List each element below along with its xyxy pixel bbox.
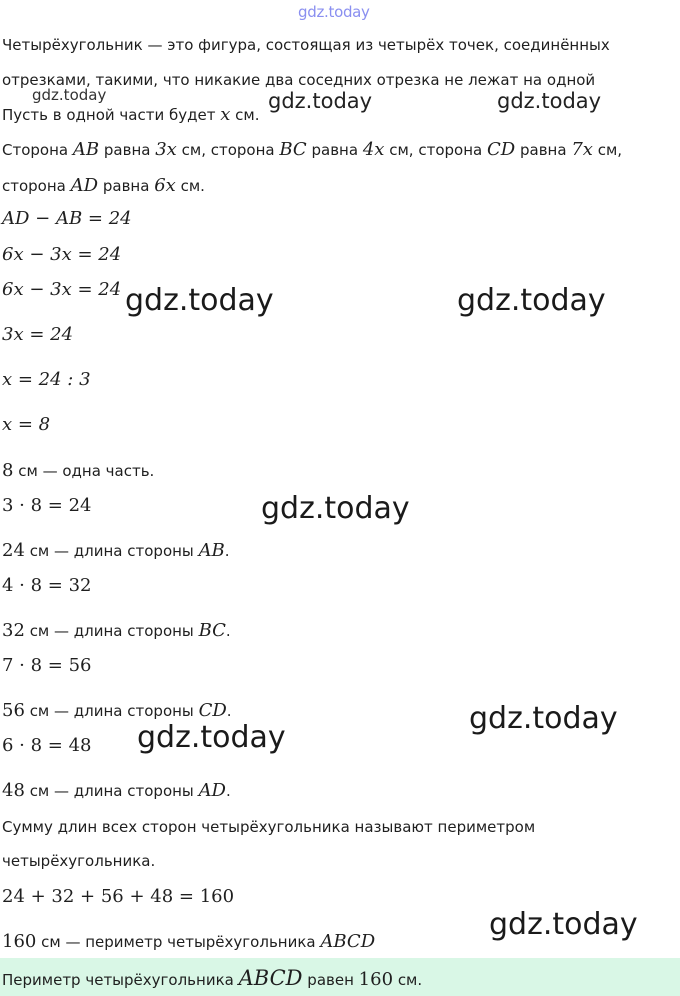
text: см — одна часть.	[18, 462, 155, 480]
text: Сторона	[2, 141, 69, 159]
text: см — длина стороны	[29, 782, 194, 800]
watermark: gdz.today	[125, 283, 274, 318]
side-ab: AB	[72, 139, 100, 160]
side-cd: CD	[486, 139, 516, 160]
number: 24	[2, 540, 25, 561]
text: равна	[103, 141, 151, 159]
text: сторона	[2, 177, 66, 195]
side-bc: BC	[198, 620, 226, 641]
equation: 6x − 3x = 24	[2, 244, 122, 265]
length-line	[2, 780, 231, 801]
side-ad: AD	[198, 780, 226, 801]
watermark: gdz.today	[137, 720, 286, 755]
number: 160	[2, 931, 37, 952]
number: 8	[2, 460, 14, 481]
side-ad: AD	[70, 175, 99, 196]
side-cd: CD	[198, 700, 227, 721]
text: см — периметр четырёхугольника	[41, 933, 316, 951]
equation: x = 24 : 3	[2, 369, 91, 390]
number: 160	[358, 969, 394, 990]
expr: 6x	[154, 175, 176, 196]
calc-line: 7 · 8 = 56	[2, 655, 92, 676]
text: Периметр четырёхугольника	[2, 971, 234, 989]
perimeter-definition-2: четырёхугольника.	[2, 852, 156, 870]
part-line	[2, 460, 154, 481]
equation: 6x − 3x = 24	[2, 279, 122, 300]
equation: 3x = 24	[2, 324, 74, 345]
expr: 3x	[155, 139, 177, 160]
let-var: x	[220, 104, 231, 125]
number: 32	[2, 620, 25, 641]
watermark: gdz.today	[469, 701, 618, 736]
let-text: Пусть в одной части будет	[2, 106, 216, 124]
calc-line: 4 · 8 = 32	[2, 575, 92, 596]
text: равна	[102, 177, 150, 195]
perimeter-line	[2, 931, 375, 952]
side-ab: AB	[198, 540, 225, 561]
text: .	[225, 622, 231, 640]
text: .	[226, 702, 232, 720]
text: равна	[519, 141, 567, 159]
quadrilateral-name: ABCD	[320, 931, 376, 952]
text: равен	[307, 971, 354, 989]
answer-line	[2, 966, 422, 990]
answer-bar	[0, 958, 680, 996]
length-line	[2, 620, 231, 641]
text: см.	[180, 177, 205, 195]
quadrilateral-name: ABCD	[238, 966, 303, 990]
text: см — длина стороны	[29, 702, 194, 720]
watermark: gdz.today	[489, 907, 638, 942]
perimeter-definition-1: Сумму длин всех сторон четырёхугольника называют периметром	[2, 818, 536, 836]
expr: 4x	[362, 139, 385, 160]
let-unit: см.	[235, 106, 260, 124]
watermark: gdz.today	[32, 86, 107, 104]
text: .	[226, 782, 231, 800]
watermark: gdz.today	[497, 89, 602, 113]
length-line	[2, 540, 230, 561]
intro-line-1: Четырёхугольник — это фигура, состоящая из четырёх точек, соединённых	[2, 36, 610, 54]
number: 56	[2, 700, 25, 721]
sum-line: 24 + 32 + 56 + 48 = 160	[2, 886, 235, 907]
ad-line	[2, 175, 205, 196]
watermark: gdz.today	[268, 89, 373, 113]
watermark-top: gdz.today	[298, 3, 370, 21]
sides-line	[2, 139, 622, 160]
text: см — длина стороны	[29, 622, 194, 640]
text: см, сторона	[389, 141, 483, 159]
watermark: gdz.today	[457, 283, 606, 318]
calc-line: 3 · 8 = 24	[2, 495, 92, 516]
text: .	[224, 542, 230, 560]
text: см.	[397, 971, 423, 989]
calc-line: 6 · 8 = 48	[2, 735, 92, 756]
expr: 7x	[571, 139, 593, 160]
side-bc: BC	[279, 139, 307, 160]
watermark: gdz.today	[261, 491, 410, 526]
text: см,	[597, 141, 623, 159]
text: равна	[311, 141, 359, 159]
text: см, сторона	[181, 141, 275, 159]
equation: x = 8	[2, 414, 51, 435]
text: см — длина стороны	[29, 542, 194, 560]
equation: AD − AB = 24	[2, 208, 132, 229]
length-line	[2, 700, 232, 721]
number: 48	[2, 780, 25, 801]
let-line	[2, 104, 260, 125]
intro-line-2: отрезками, такими, что никакие два соседних отрезка не лежат на одной	[2, 71, 596, 89]
